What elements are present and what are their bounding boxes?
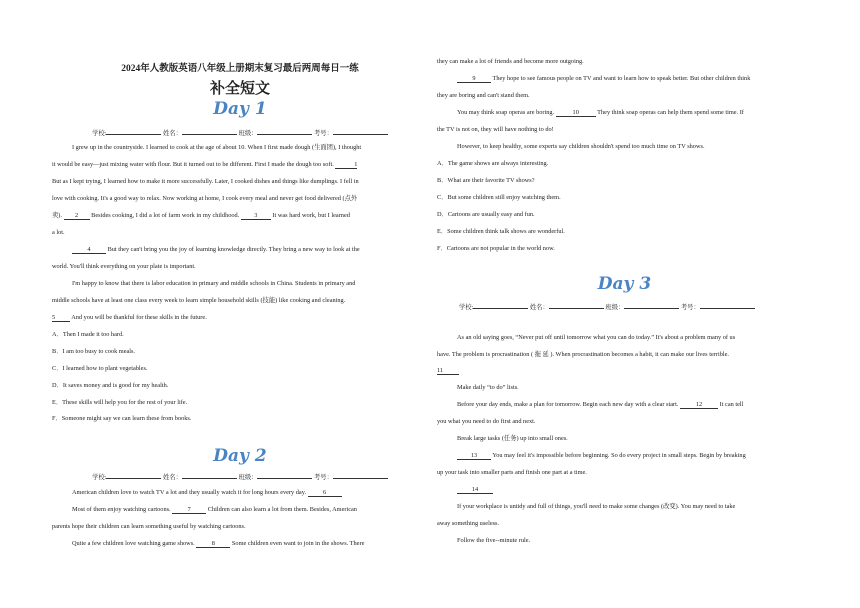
day2-line2: Most of them enjoy watching cartoons. 7 Children can also learn a lot from them. Besides, American	[72, 506, 357, 513]
blank-4[interactable]: 4	[72, 246, 106, 254]
day2-line5: they can make a lot of friends and become more outgoing.	[437, 58, 584, 65]
day1-p1-line3: But as I kept trying, I learned how to make it more successfully. Later, I cooked dishes and things like dumplings. I fell in	[52, 178, 359, 185]
day1-option-b: B．I am too busy to cook meals.	[52, 348, 136, 355]
exam-no-field[interactable]	[333, 471, 388, 479]
day2-line4: Quite a few children love watching game shows. 8 Some children even want to join in the shows. There	[72, 540, 365, 547]
day3-line8b	[437, 486, 812, 494]
day2-line3: parents hope their children can learn something useful by watching cartoons.	[52, 523, 246, 530]
day2-line8: You may think soap operas are boring. 10 They think soap operas can help them spend some time. If	[457, 109, 744, 116]
day2-line6: 9 They hope to see famous people on TV and want to learn how to speak better. But other children think	[437, 75, 812, 83]
day1-option-d: D．It saves money and is good for my health.	[52, 382, 169, 389]
day3-line4: Before your day ends, make a plan for tomorrow. Begin each new day with a clear start. 12 It can tell	[457, 401, 744, 408]
day2-line7: they are boring and can't stand them.	[437, 92, 530, 99]
day3-line7: 13 You may feel it's impossible before beginning. So do every project in small steps. Begin by breaking	[437, 452, 812, 460]
school-label: 学校:	[92, 130, 107, 137]
day3-line10: away something useless.	[437, 520, 500, 527]
day3-line2b	[437, 367, 812, 375]
exam-no-label: 考号：	[680, 304, 700, 311]
blank-5[interactable]: 5	[52, 314, 70, 322]
day3-line2: have. The problem is procrastination ( 拖 延 ). When procrastination becomes a habit, it can make our lives terrible.	[437, 351, 729, 358]
class-label: 班级：	[238, 130, 258, 137]
student-info-line	[437, 301, 834, 312]
day3-line6: Break large tasks (任务) up into small ones.	[457, 435, 568, 442]
day1-p1-line4: love with cooking. It's a good way to relax. Now working at home, I cook every meal and never get food delivered (点外	[52, 195, 358, 202]
day1-p1-line2: it would be easy—just mixing water with flour. But it turned out to be different. First I made the dough too soft. 1	[52, 161, 358, 168]
day3-line11: Follow the five--minute rule.	[457, 537, 531, 544]
day2-option-d: D．Cartoons are usually easy and fun.	[437, 211, 535, 218]
day3-line9: If your workplace is untidy and full of things, you'll need to make some changes (改变). You may need to take	[457, 503, 736, 510]
day3-line3: Make daily “to do” lists.	[457, 384, 519, 391]
day1-p2-line1: 4 But they can't bring you the joy of learning knowledge directly. They bring a new way to look at the	[52, 246, 428, 254]
name-field[interactable]	[182, 127, 237, 135]
day3-line8: up your task into smaller parts and finish one part at a time.	[437, 469, 587, 476]
class-field[interactable]	[257, 127, 312, 135]
day2-option-a: A．The game shows are always interesting.	[437, 160, 549, 167]
day3-heading: Day 3	[597, 274, 652, 294]
day1-p1-line5: 卖). 2 Besides cooking, I did a lot of farm work in my childhood. 3 It was hard work, but I learned	[52, 212, 350, 219]
blank-7[interactable]: 7	[172, 506, 206, 514]
day3-line5: you what you need to do first and next.	[437, 418, 536, 425]
exam-no-field[interactable]	[700, 301, 755, 309]
school-field[interactable]	[106, 471, 161, 479]
blank-10[interactable]: 10	[556, 109, 596, 117]
blank-11[interactable]: 11	[437, 367, 459, 375]
blank-1[interactable]: 1	[335, 161, 357, 169]
day2-line10: However, to keep healthy, some experts say children shouldn't spend too much time on TV shows.	[457, 143, 705, 150]
day1-option-f: F．Someone might say we can learn these from books.	[52, 415, 192, 422]
class-label: 班级：	[238, 474, 258, 481]
sub-title: 补全短文	[209, 81, 270, 97]
school-label: 学校:	[459, 304, 474, 311]
day2-option-e: E．Some children think talk shows are wonderful.	[437, 228, 565, 235]
day2-option-b: B．What are their favorite TV shows?	[437, 177, 535, 184]
blank-14[interactable]: 14	[457, 486, 493, 494]
day1-p3-line3: 5 And you will be thankful for these skills in the future.	[52, 314, 207, 321]
blank-8[interactable]: 8	[196, 540, 230, 548]
name-field[interactable]	[549, 301, 604, 309]
exam-no-field[interactable]	[333, 127, 388, 135]
school-field[interactable]	[106, 127, 161, 135]
day2-line1: American children love to watch TV a lot and they usually watch it for long hours every day. 6	[52, 489, 428, 497]
exam-no-label: 考号：	[313, 130, 333, 137]
name-label: 姓名：	[163, 130, 182, 137]
name-label: 姓名：	[529, 304, 549, 311]
day2-option-c: C．But some children still enjoy watching them.	[437, 194, 561, 201]
day2-heading: Day 2	[213, 446, 267, 466]
school-field[interactable]	[473, 301, 528, 309]
blank-6[interactable]: 6	[308, 489, 342, 497]
day1-option-e: E．These skills will help you for the rest of your life.	[52, 399, 188, 406]
class-field[interactable]	[257, 471, 312, 479]
exam-no-label: 考号：	[313, 474, 333, 481]
name-field[interactable]	[182, 471, 237, 479]
day1-p3-line2: middle schools have at least one class every week to learn simple household skills (技能) like cooking and cleaning.	[52, 297, 346, 304]
school-label: 学校:	[92, 474, 107, 481]
day1-p3-line1: I'm happy to know that there is labor education in primary and middle schools in China. Students in primary and	[72, 280, 356, 287]
day1-p1-line6: a lot.	[52, 229, 65, 236]
blank-13[interactable]: 13	[457, 452, 491, 460]
blank-12[interactable]: 12	[680, 401, 718, 409]
day3-line1: As an old saying goes, “Never put off until tomorrow what you can do today.” It's about a problem many of us	[457, 334, 736, 341]
day1-option-a: A．Then I made it too hard.	[52, 331, 124, 338]
day1-heading: Day 1	[213, 99, 267, 119]
name-label: 姓名：	[163, 474, 182, 481]
blank-9[interactable]: 9	[457, 75, 491, 83]
blank-2[interactable]: 2	[64, 212, 90, 220]
day1-p1-line1: I grew up in the countryside. I learned to cook at the age of about 10. When I first made dough (生面团), I thought	[72, 144, 362, 151]
class-field[interactable]	[624, 301, 679, 309]
class-label: 班级：	[605, 304, 625, 311]
day2-option-f: F．Cartoons are not popular in the world now.	[437, 245, 555, 252]
blank-3[interactable]: 3	[241, 212, 271, 220]
day1-p2-line2: world. You'll think everything on your plate is important.	[52, 263, 196, 270]
student-info-line	[52, 471, 428, 482]
student-info-line	[52, 127, 428, 138]
day2-line9: the TV is not on, they will have nothing to do!	[437, 126, 554, 133]
doc-title: 2024年人教版英语八年级上册期末复习最后两周每日一练	[121, 64, 359, 74]
day1-option-c: C．I learned how to plant vegetables.	[52, 365, 148, 372]
